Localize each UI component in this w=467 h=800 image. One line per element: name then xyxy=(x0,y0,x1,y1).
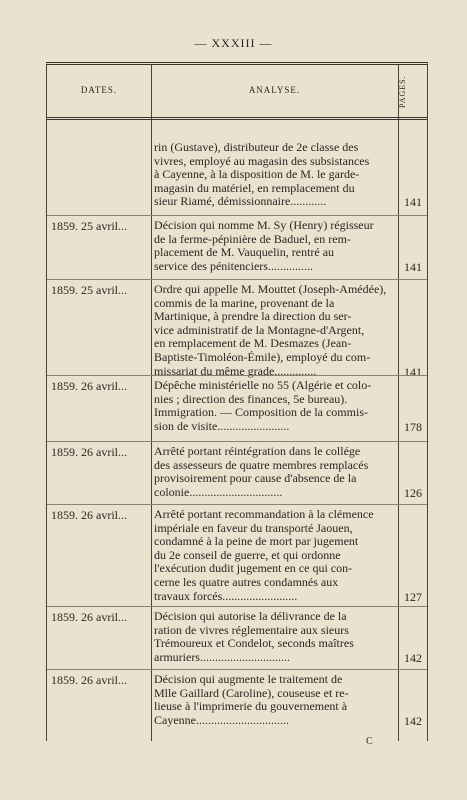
entry-analysis xyxy=(154,673,396,727)
entry-date: 1859. 26 avril... xyxy=(51,673,127,687)
analysis-line: Arrêté portant réintégration dans le collége xyxy=(154,444,361,458)
entry-page: 141 xyxy=(404,195,422,210)
index-table xyxy=(46,62,428,741)
analysis-line: impériale en faveur du transporté Jaouen, xyxy=(154,520,353,535)
entry-page: 141 xyxy=(404,364,422,379)
analysis-line: Martinique, à prendre la direction du ser- xyxy=(154,309,352,324)
analysis-line: Cayenne............................... xyxy=(154,712,289,727)
analysis-line: service des pénitenciers............... xyxy=(154,258,313,273)
entry-analysis xyxy=(154,219,396,273)
analysis-line: Mlle Gaillard (Caroline), couseuse et re- xyxy=(154,685,349,700)
column-header-pages: PAGES. xyxy=(398,75,407,109)
row-separator xyxy=(47,441,427,442)
analysis-line: Immigration. — Composition de la commis- xyxy=(154,405,368,420)
page-number: — XXXIII — xyxy=(194,36,273,50)
analysis-line: commis de la marine, provenant de la xyxy=(154,295,335,310)
entry-page: 141 xyxy=(404,259,422,274)
analysis-line: vivres, employé au magasin des subsistances xyxy=(154,153,370,168)
analysis-line: à Cayenne, à la disposition de M. le garde- xyxy=(154,167,360,182)
entry-analysis xyxy=(154,445,396,499)
entry-page: 126 xyxy=(404,485,422,500)
analysis-line: nies ; direction des finances, 5e bureau). xyxy=(154,391,348,406)
entry-date: 1859. 26 avril... xyxy=(51,445,127,459)
analysis-line: sion de visite........................ xyxy=(154,418,290,433)
column-header-dates: DATES. xyxy=(80,85,118,95)
entry-date: 1859. 26 avril... xyxy=(51,610,127,624)
column-divider-pages xyxy=(398,65,399,741)
analysis-line: Ordre qui appelle M. Mouttet (Joseph-Amédée), xyxy=(154,282,387,296)
analysis-line: des assesseurs de quatre membres remplacés xyxy=(154,457,369,472)
signature-mark: C xyxy=(366,736,373,747)
entry-date: 1859. 25 avril... xyxy=(51,219,127,233)
analysis-line: condamné à la peine de mort par jugement xyxy=(154,534,359,549)
entry-date: 1859. 25 avril... xyxy=(51,283,127,297)
analysis-line: de la ferme-pépinière de Baduel, en rem- xyxy=(154,231,351,246)
analysis-line: provisoirement pour cause d'absence de la xyxy=(154,471,357,486)
analysis-line: Trémoureux et Condelot, seconds maîtres xyxy=(154,636,354,651)
analysis-line: Arrêté portant recommandation à la clémence xyxy=(154,507,374,521)
analysis-line: colonie............................... xyxy=(154,484,283,499)
analysis-line: lieuse à l'imprimerie du gouvernement à xyxy=(154,699,348,714)
entry-analysis xyxy=(154,141,396,209)
row-separator xyxy=(47,375,427,376)
column-header-analyse: ANALYSE. xyxy=(248,85,301,95)
analysis-line: ration de vivres réglementaire aux sieurs xyxy=(154,622,349,637)
entry-date: 1859. 26 avril... xyxy=(51,379,127,393)
analysis-line: cerne les quatre autres condamnés aux xyxy=(154,574,339,589)
analysis-line: missariat du même grade.............. xyxy=(154,363,317,378)
analysis-line: sieur Riamé, démissionnaire............ xyxy=(154,194,327,209)
entry-page: 142 xyxy=(404,650,422,665)
entry-date: 1859. 26 avril... xyxy=(51,508,127,522)
column-divider-dates xyxy=(151,65,152,741)
entry-analysis xyxy=(154,379,396,433)
analysis-line: en remplacement de M. Desmazes (Jean- xyxy=(154,336,352,351)
entry-page: 142 xyxy=(404,713,422,728)
entry-page: 178 xyxy=(404,419,422,434)
analysis-line: du 2e conseil de guerre, et qui ordonne xyxy=(154,547,341,562)
analysis-line: Dépêche ministérielle no 55 (Algérie et colo- xyxy=(154,378,372,392)
analysis-line: Décision qui autorise la délivrance de la xyxy=(154,609,347,623)
entry-analysis xyxy=(154,283,396,378)
entry-analysis xyxy=(154,610,396,664)
row-separator xyxy=(47,504,427,505)
row-separator xyxy=(47,606,427,607)
analysis-line: Décision qui augmente le traitement de xyxy=(154,672,343,686)
table-header xyxy=(47,65,427,120)
analysis-line: travaux forcés......................... xyxy=(154,588,298,603)
entry-analysis xyxy=(154,508,396,603)
row-separator xyxy=(47,215,427,216)
analysis-line: vice administratif de la Montagne-d'Argent, xyxy=(154,322,365,337)
entry-page: 127 xyxy=(404,589,422,604)
row-separator xyxy=(47,279,427,280)
row-separator xyxy=(47,669,427,670)
analysis-line: armuriers.............................. xyxy=(154,649,290,664)
analysis-line: placement de M. Vauquelin, rentré au xyxy=(154,245,335,260)
analysis-line: rin (Gustave), distributeur de 2e classe des xyxy=(154,140,359,154)
analysis-line: magasin du matériel, en remplacement du xyxy=(154,180,355,195)
analysis-line: Baptiste-Timoléon-Émile), employé du com- xyxy=(154,349,371,364)
analysis-line: l'exécution dudit jugement en ce qui con- xyxy=(154,561,353,576)
analysis-line: Décision qui nomme M. Sy (Henry) régisseur xyxy=(154,218,374,232)
